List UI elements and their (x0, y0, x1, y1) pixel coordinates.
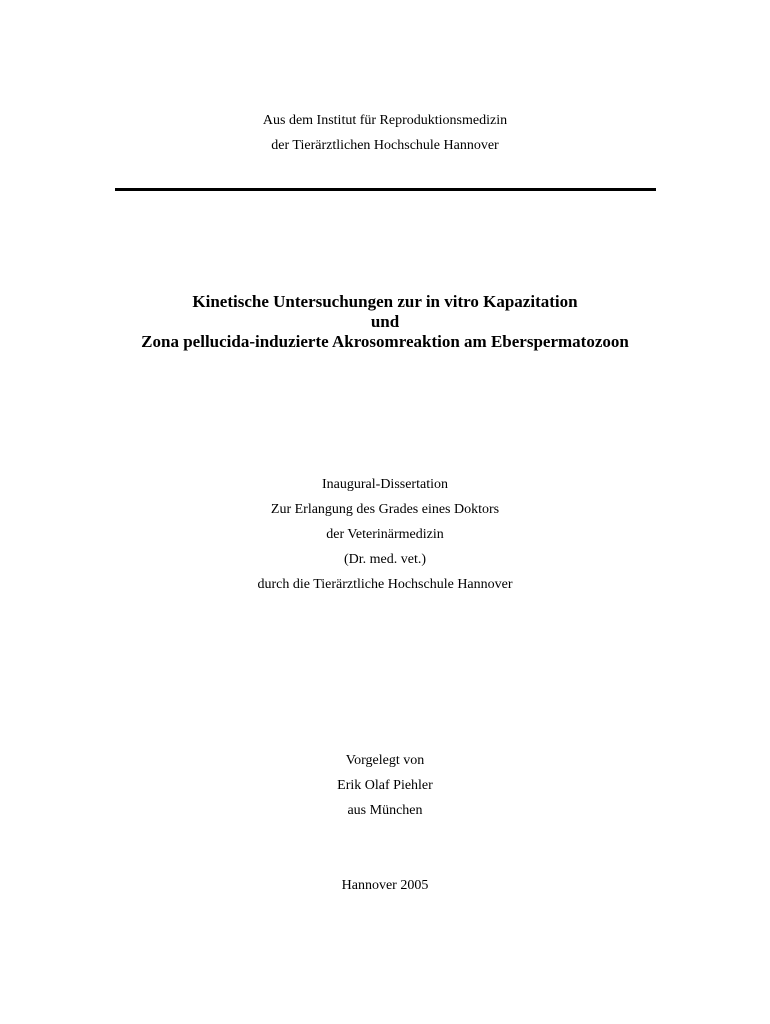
horizontal-rule (115, 188, 656, 191)
dissertation-field: der Veterinärmedizin (326, 527, 444, 542)
dissertation-university: durch die Tierärztliche Hochschule Hannover (257, 577, 513, 592)
institute-line-2: der Tierärztlichen Hochschule Hannover (271, 138, 499, 153)
dissertation-type: Inaugural-Dissertation (322, 477, 448, 492)
place-year: Hannover 2005 (341, 878, 429, 893)
institute-line-1: Aus dem Institut für Reproduktionsmedizin (262, 113, 508, 128)
title-line-1: Kinetische Untersuchungen zur in vitro Kapazitation (192, 292, 578, 311)
title-line-2: und (370, 312, 400, 331)
author-origin: aus München (347, 803, 423, 818)
dissertation-purpose: Zur Erlangung des Grades eines Doktors (270, 502, 500, 517)
submitted-by-label: Vorgelegt von (345, 753, 425, 768)
dissertation-degree: (Dr. med. vet.) (343, 552, 427, 567)
author-name: Erik Olaf Piehler (337, 778, 433, 793)
title-line-3: Zona pellucida-induzierte Akrosomreaktion am Eberspermatozoon (141, 332, 629, 351)
